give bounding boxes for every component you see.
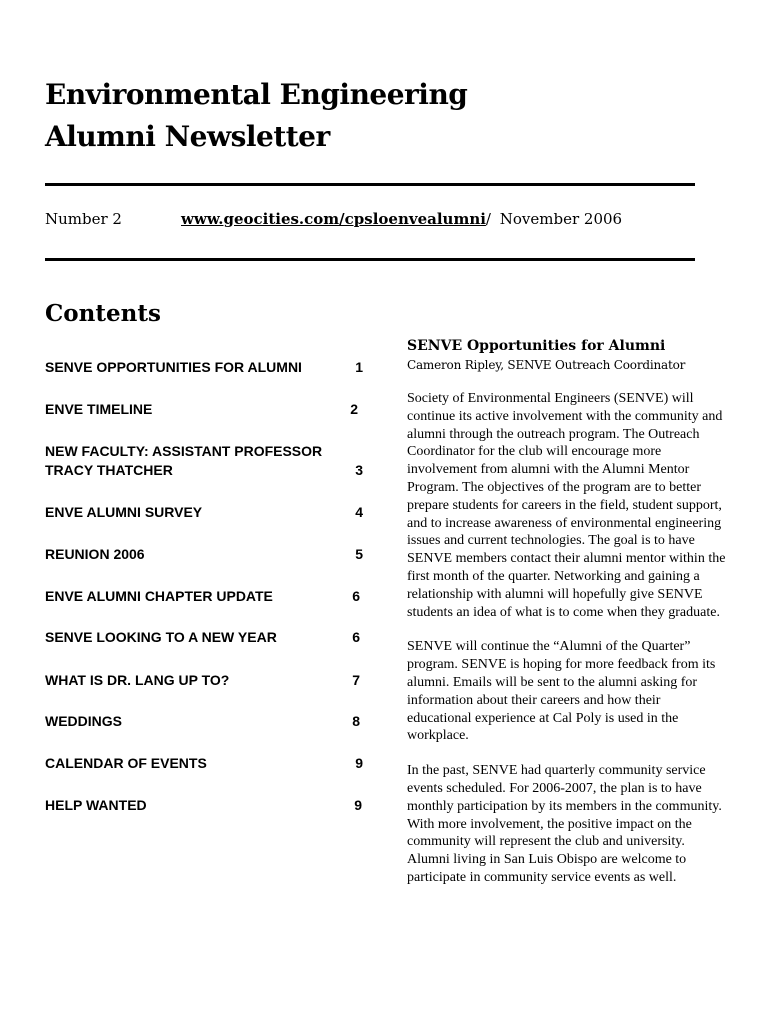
article-byline: Cameron Ripley, SENVE Outreach Coordinator bbox=[407, 358, 686, 372]
toc-item[interactable] bbox=[45, 503, 363, 522]
newsletter-title-line2: Alumni Newsletter bbox=[45, 120, 330, 153]
toc-item-page: 9 bbox=[355, 755, 363, 771]
header-divider-top bbox=[45, 183, 695, 186]
toc-item-label: NEW FACULTY: ASSISTANT PROFESSOR TRACY THATCHER bbox=[45, 443, 323, 478]
toc-item-label: ENVE TIMELINE bbox=[45, 401, 153, 417]
newsletter-title bbox=[45, 74, 467, 158]
toc-item[interactable] bbox=[45, 358, 363, 377]
toc-item[interactable] bbox=[45, 712, 363, 731]
toc-item-page: 2 bbox=[350, 401, 358, 417]
issue-date: November 2006 bbox=[499, 210, 623, 228]
toc-item[interactable] bbox=[45, 587, 363, 606]
toc-item-label: REUNION 2006 bbox=[45, 546, 145, 562]
toc-item-page: 6 bbox=[352, 588, 360, 604]
toc-item-label: WEDDINGS bbox=[45, 713, 122, 729]
issue-url-line bbox=[181, 210, 622, 228]
toc-item-page: 4 bbox=[355, 504, 363, 520]
article-paragraph: Society of Environmental Engineers (SENVE) will continue its active involvement with the community and alumni through the outreach program. The Outreach Coordinator for the club will encourage more involvement from alumni with the Alumni Mentor Program. The objectives of the program are to better prepare students for careers in the field, student support, and to increase awareness of environmental engineering issues and current technologies. The goal is to have SENVE members contact their alumni mentor within the first month of the quarter. Networking and gaining a relationship with alumni will hopefully give SENVE students an idea of what is to come when they graduate. bbox=[407, 391, 726, 620]
toc-item-page: 1 bbox=[355, 359, 363, 375]
toc-item-page: 3 bbox=[355, 462, 363, 478]
toc-item-label: SENVE OPPORTUNITIES FOR ALUMNI bbox=[45, 359, 302, 375]
toc-item[interactable] bbox=[45, 628, 363, 647]
contents-heading: Contents bbox=[45, 300, 161, 327]
article-paragraph: In the past, SENVE had quarterly community service events scheduled. For 2006-2007, the plan is to have monthly participation by its members in the community. With more involvement, the positive impact on the community will represent the club and university. Alumni living in San Luis Obispo are welcome to participate in community service events as well. bbox=[407, 763, 722, 885]
toc-item-label: CALENDAR OF EVENTS bbox=[45, 755, 207, 771]
newsletter-title-line1: Environmental Engineering bbox=[45, 78, 468, 111]
toc-item[interactable] bbox=[45, 545, 363, 564]
newsletter-url-link[interactable]: www.geocities.com/cpsloenvealumni bbox=[181, 210, 486, 228]
toc-item-label: ENVE ALUMNI CHAPTER UPDATE bbox=[45, 588, 273, 604]
issue-number: Number 2 bbox=[45, 210, 122, 228]
toc-item-page: 8 bbox=[352, 713, 360, 729]
toc-item-page: 6 bbox=[352, 629, 360, 645]
toc-item-label: ENVE ALUMNI SURVEY bbox=[45, 504, 203, 520]
toc-item[interactable] bbox=[45, 754, 363, 773]
toc-item-page: 9 bbox=[354, 797, 362, 813]
article-paragraph: SENVE will continue the “Alumni of the Quarter” program. SENVE is hoping for more feedback from its alumni. Emails will be sent to the alumni asking for information about their careers and how their educational experience at Cal Poly is used in the workplace. bbox=[407, 639, 716, 744]
header-divider-bottom bbox=[45, 258, 695, 261]
toc-item-page: 7 bbox=[352, 672, 360, 688]
toc-item[interactable] bbox=[45, 442, 363, 480]
url-suffix: / bbox=[485, 210, 491, 228]
toc-item-label: WHAT IS DR. LANG UP TO? bbox=[45, 672, 230, 688]
toc-item[interactable] bbox=[45, 671, 363, 690]
toc-item[interactable] bbox=[45, 796, 363, 815]
toc-item-page: 5 bbox=[355, 546, 363, 562]
article-senve-opportunities bbox=[407, 336, 727, 904]
toc-item-label: HELP WANTED bbox=[45, 797, 147, 813]
article-title: SENVE Opportunities for Alumni bbox=[407, 338, 666, 354]
toc-item[interactable] bbox=[45, 400, 363, 419]
toc-item-label: SENVE LOOKING TO A NEW YEAR bbox=[45, 629, 277, 645]
